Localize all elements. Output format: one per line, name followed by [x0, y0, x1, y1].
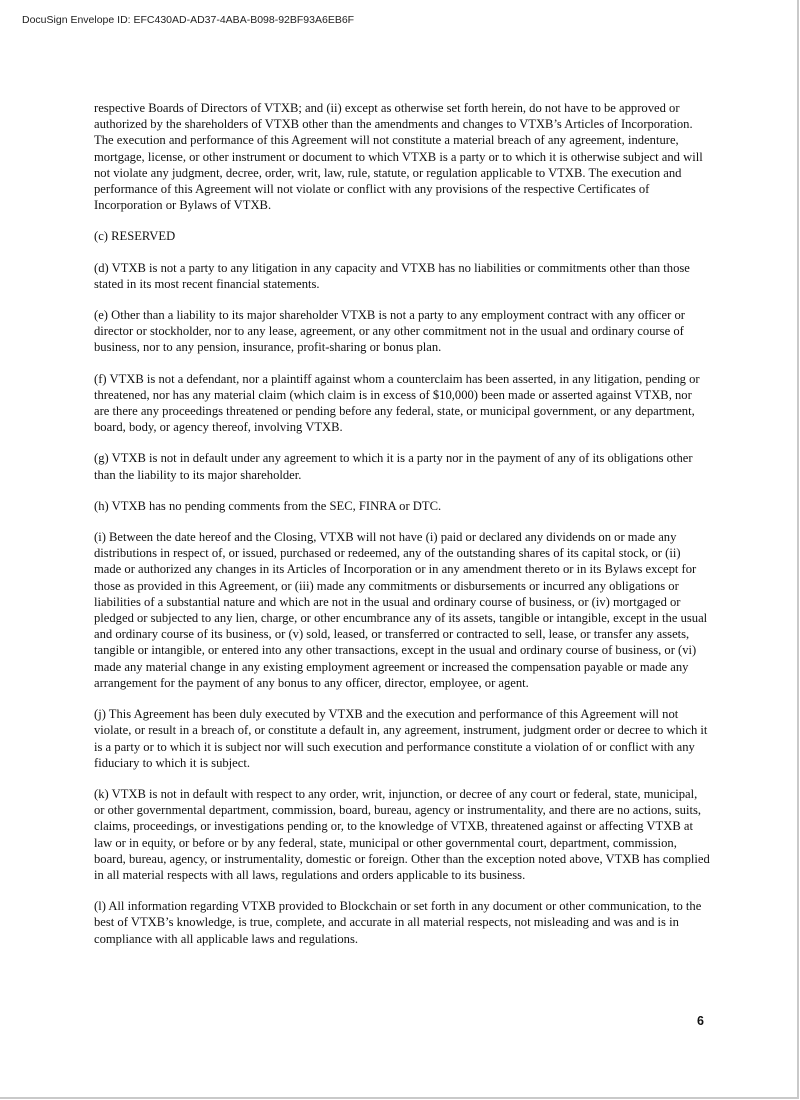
paragraph-k: (k) VTXB is not in default with respect to any order, writ, injunction, or decree of any court or federal, state, municipal, or other governmental department, commission, board, bureau, agency or instrumentality, and there are no actions, suits, claims, proceedings, or investigations pending or, to the knowledge of VTXB, threatened against or affecting VTXB at law or in equity, or before or by any federal, state, municipal or other governmental court, department, commission, board, bureau, agency, or instrumentality, domestic or foreign. Other than the exception noted above, VTXB has complied in all material respects with all laws, regulations and orders applicable to its business.	[94, 786, 710, 882]
paragraph-l: (l) All information regarding VTXB provided to Blockchain or set forth in any document or other communication, to the best of VTXB’s knowledge, is true, complete, and accurate in all material respects, not misleading and was and is in compliance with all applicable laws and regulations.	[94, 899, 702, 946]
paragraph-c: (c) RESERVED	[94, 229, 176, 244]
paragraph-h: (h) VTXB has no pending comments from the SEC, FINRA or DTC.	[94, 498, 442, 513]
envelope-id-header: DocuSign Envelope ID: EFC430AD-AD37-4ABA-B098-92BF93A6EB6F	[22, 14, 355, 26]
document-body	[94, 100, 710, 962]
page-number: 6	[697, 1014, 704, 1028]
paragraph-f: (f) VTXB is not a defendant, nor a plaintiff against whom a counterclaim has been asserted, in any litigation, pending or threatened, nor has any material claim (which claim is in excess of $10,000) been made or asserted against VTXB, nor are there any proceedings threatened or pending before any federal, state, or municipal government, or any department, board, body, or agency thereof, involving VTXB.	[94, 371, 700, 435]
paragraph-d: (d) VTXB is not a party to any litigation in any capacity and VTXB has no liabilities or commitments other than those stated in its most recent financial statements.	[94, 260, 690, 291]
paragraph-e: (e) Other than a liability to its major shareholder VTXB is not a party to any employment contract with any officer or director or stockholder, nor to any lease, agreement, or any other commitment not in the usual and ordinary course of business, nor to any pension, insurance, profit-sharing or bonus plan.	[94, 308, 685, 355]
paragraph-j: (j) This Agreement has been duly executed by VTXB and the execution and performance of this Agreement will not violate, or result in a breach of, or constitute a default in, any agreement, instrument, judgment order or decree to which it is a party or to which it is subject nor will such execution and performance constitute a violation of or conflict with any fiduciary to which it is subject.	[94, 707, 708, 770]
paragraph-continuation: respective Boards of Directors of VTXB; and (ii) except as otherwise set forth herein, do not have to be approved or authorized by the shareholders of VTXB other than the amendments and changes to VTXB’s Articles of Incorporation. The execution and performance of this Agreement will not constitute a material breach of any agreement, indenture, mortgage, license, or other instrument or document to which VTXB is a party or to which it is otherwise subject and will not violate any judgment, decree, order, writ, law, rule, statute, or regulation applicable to VTXB. The execution and performance of this Agreement will not violate or conflict with any provisions of the respective Certificates of Incorporation or Bylaws of VTXB.	[94, 101, 703, 213]
paragraph-i: (i) Between the date hereof and the Closing, VTXB will not have (i) paid or declared any dividends on or made any distributions in respect of, or issued, purchased or redeemed, any of the outstanding shares of its capital stock, or (ii) made or authorized any changes in its Articles of Incorporation or in any amendment thereto or in its Bylaws except for those as provided in this Agreement, or (iii) made any commitments or disbursements or incurred any obligations or liabilities of a substantial nature and which are not in the usual and ordinary course of business, or (iv) mortgaged or pledged or subjected to any lien, charge, or other encumbrance any of its assets, tangible or intangible, except in the usual and ordinary course of its business, or (v) sold, leased, or transferred or contracted to sell, lease, or transfer any assets, tangible or intangible, or entered into any other transactions, except in the usual and ordinary course of business, or (vi) made any material change in any existing employment agreement or increased the compensation payable or made any arrangement for the payment of any bonus to any officer, director, employee, or agent.	[94, 530, 708, 690]
paragraph-g: (g) VTXB is not in default under any agreement to which it is a party nor in the payment of any of its obligations other than the liability to its major shareholder.	[94, 451, 693, 482]
